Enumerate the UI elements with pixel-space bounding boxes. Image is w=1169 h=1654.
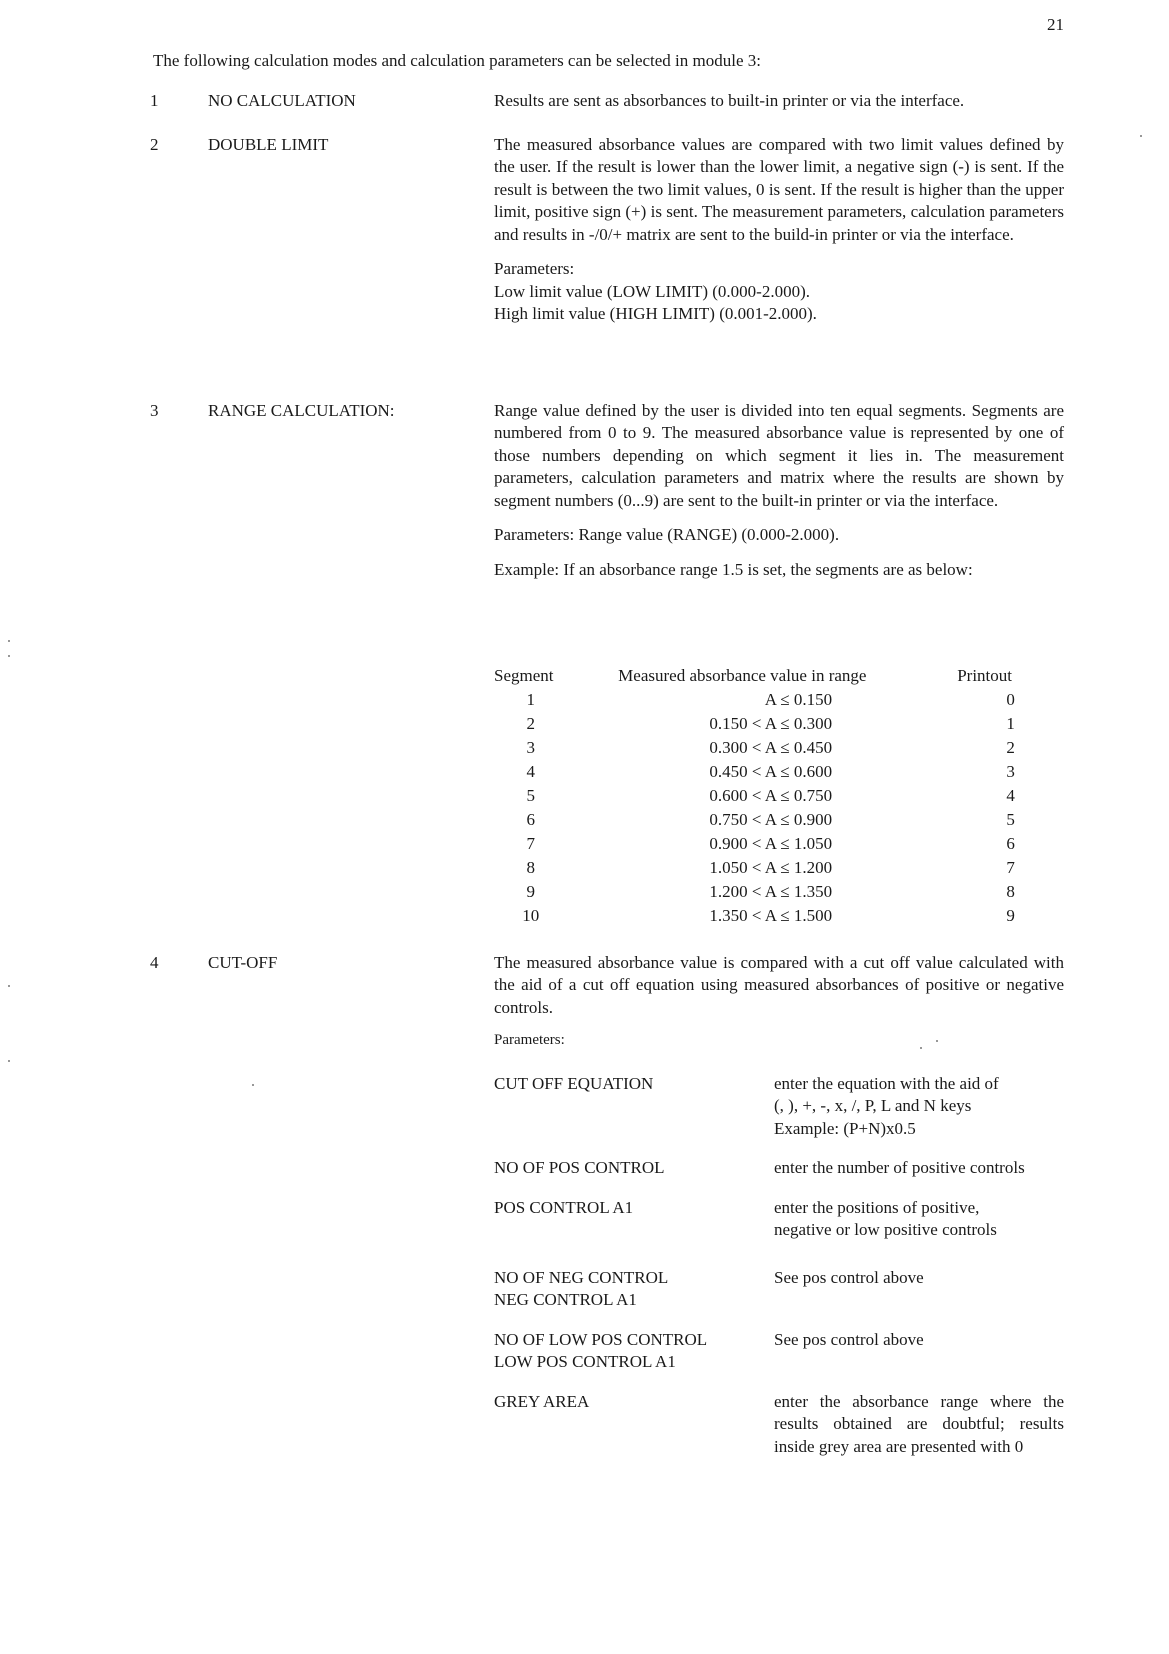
intro-text: The following calculation modes and calculation parameters can be selected in module 3: [153, 51, 761, 70]
page-number: 21 [1047, 15, 1064, 34]
scan-speck [8, 985, 10, 987]
table-row [494, 712, 1064, 736]
range-cell: 1.050 < A ≤ 1.200 [709, 858, 833, 877]
cutoff-param-name: POS CONTROL A1 [494, 1198, 634, 1217]
segment-cell: 3 [526, 738, 535, 757]
printout-cell: 5 [1006, 810, 1015, 829]
segment-cell: 2 [526, 714, 535, 733]
printout-cell: 8 [1006, 882, 1015, 901]
column-header: Measured absorbance value in range [618, 666, 867, 685]
segment-cell: 6 [526, 810, 535, 829]
table-row [494, 760, 1064, 784]
mode-label: NO CALCULATION [208, 91, 356, 110]
segment-table-header [494, 664, 1064, 688]
scan-speck [920, 1047, 922, 1049]
table-row [494, 688, 1064, 712]
cutoff-param-text: enter the equation with the aid of (, ), +, -, x, /, P, L and N keys Example: (P+N)x0.5 [774, 1074, 999, 1138]
mode-description [494, 400, 1064, 593]
table-row [494, 904, 1064, 928]
segment-cell: 4 [526, 762, 535, 781]
mode-parameters-label: Parameters: [494, 1032, 565, 1049]
mode-description-text: The measured absorbance values are compared with two limit values defined by the user. If the result is lower than the lower limit, a negative sign (-) is sent. If the result is between the two limit values, 0 is sent. If the result is higher than the upper limit, positive sign (+) is sent. The measurement parameters, calculation parameters and results in -/0/+ matrix are sent to the build-in printer or via the interface. [494, 135, 1064, 244]
mode-number: 2 [150, 135, 159, 154]
cutoff-param-text: See pos control above [774, 1330, 924, 1349]
range-cell: 0.600 < A ≤ 0.750 [709, 786, 833, 805]
table-row [494, 856, 1064, 880]
scan-speck [8, 1060, 10, 1062]
mode-number: 3 [150, 401, 159, 420]
scan-speck [8, 655, 10, 657]
segment-cell: 8 [526, 858, 535, 877]
mode-description [494, 134, 1064, 338]
table-row [494, 832, 1064, 856]
mode-parameters: Parameters: Range value (RANGE) (0.000-2.000). [494, 525, 840, 545]
mode-label: CUT-OFF [208, 953, 278, 972]
table-row [494, 808, 1064, 832]
mode-parameters: Parameters: Low limit value (LOW LIMIT) (0.000-2.000). High limit value (HIGH LIMIT) (0.001-2.000). [494, 259, 817, 324]
segment-cell: 7 [526, 834, 535, 853]
mode-description-text: Range value defined by the user is divided into ten equal segments. Segments are numbered from 0 to 9. The measured absorbance value is represented by one of those numbers depending on which segment it lies in. The measurement parameters, calculation parameters and matrix where the results are shown by segment numbers (0...9) are sent to the built-in printer or via the interface. [494, 401, 1064, 510]
printout-cell: 1 [1006, 714, 1015, 733]
mode-number: 1 [150, 91, 159, 110]
segment-cell: 9 [526, 882, 535, 901]
segment-cell: 5 [526, 786, 535, 805]
segment-cell: 1 [526, 690, 535, 709]
cutoff-param-name: GREY AREA [494, 1392, 590, 1411]
cutoff-param-name: CUT OFF EQUATION [494, 1074, 654, 1093]
range-cell: 0.300 < A ≤ 0.450 [709, 738, 833, 757]
mode-label: DOUBLE LIMIT [208, 135, 329, 154]
mode-example: Example: If an absorbance range 1.5 is set, the segments are as below: [494, 559, 973, 579]
scan-speck [936, 1040, 938, 1042]
printout-cell: 0 [1006, 690, 1015, 709]
cutoff-param-name: NO OF POS CONTROL [494, 1158, 665, 1177]
scan-speck [252, 1084, 254, 1086]
mode-description-text: The measured absorbance value is compared with a cut off value calculated with the aid of a cut off equation using measured absorbances of positive or negative controls. [494, 953, 1064, 1017]
mode-description-text: Results are sent as absorbances to built-in printer or via the interface. [494, 91, 965, 110]
printout-cell: 3 [1006, 762, 1015, 781]
range-cell: 0.450 < A ≤ 0.600 [709, 762, 833, 781]
table-row [494, 784, 1064, 808]
segment-cell: 10 [522, 906, 540, 925]
column-header: Printout [957, 666, 1012, 685]
range-cell: 0.750 < A ≤ 0.900 [709, 810, 833, 829]
printout-cell: 6 [1006, 834, 1015, 853]
cutoff-param-text: enter the absorbance range where the results obtained are doubtful; results inside grey area are presented with 0 [774, 1392, 1064, 1456]
mode-description [494, 90, 1064, 124]
range-cell: 0.900 < A ≤ 1.050 [709, 834, 833, 853]
cutoff-param-name: NO OF LOW POS CONTROL LOW POS CONTROL A1 [494, 1330, 708, 1372]
range-cell: 1.350 < A ≤ 1.500 [709, 906, 833, 925]
range-cell: 1.200 < A ≤ 1.350 [709, 882, 833, 901]
column-header: Segment [494, 666, 554, 685]
scan-speck [1140, 135, 1142, 137]
table-row [494, 880, 1064, 904]
cutoff-param-text: enter the positions of positive, negative or low positive controls [774, 1198, 997, 1240]
cutoff-param-text: enter the number of positive controls [774, 1158, 1025, 1177]
cutoff-param-text: See pos control above [774, 1268, 924, 1287]
segment-table [494, 664, 1064, 928]
range-cell: A ≤ 0.150 [764, 690, 833, 709]
printout-cell: 9 [1006, 906, 1015, 925]
printout-cell: 7 [1006, 858, 1015, 877]
cutoff-param-name: NO OF NEG CONTROL NEG CONTROL A1 [494, 1268, 669, 1310]
mode-description [494, 952, 1064, 1063]
mode-label: RANGE CALCULATION: [208, 401, 395, 420]
range-cell: 0.150 < A ≤ 0.300 [709, 714, 833, 733]
printout-cell: 4 [1006, 786, 1015, 805]
mode-number: 4 [150, 953, 159, 972]
table-row [494, 736, 1064, 760]
printout-cell: 2 [1006, 738, 1015, 757]
scan-speck [8, 640, 10, 642]
